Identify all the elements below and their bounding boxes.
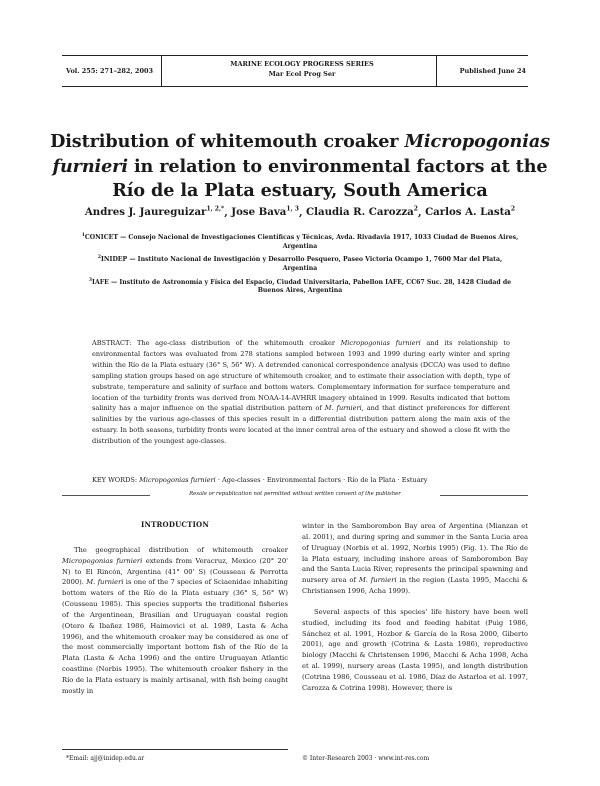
- footnote-email: *Email: ajj@inidep.edu.ar: [62, 749, 288, 762]
- section-heading: INTRODUCTION: [141, 520, 209, 529]
- paragraph: Several aspects of this species' life history have been well studied, including its food and feeding habitat (Puig 1986, Sánchez et al. 1991, Hozbor & García de la Rosa 2000, Giberto 2001), age and growth (Cotrina & Lasta 1986), reproductive biology (Macchi & Christensen 1996, Macchi & Acha 1998, Acha et al. 1999), nursery areas (Lasta 1995), and length distribution (Cotrina 1986, Cousseau et al. 1986, Díaz de Astarloa et al. 1997, Carozza & Cotrina 1998). However, there is: [302, 607, 528, 692]
- affiliations: [80, 232, 520, 299]
- affiliation: $^3$IAFE — Instituto de Astronomía y Física del Espacio, Ciudad Universitaria, Pabellon IAFE, CC67 Suc. 28, 1428 Ciudad de Buenos Aires, Argentina: [88, 277, 512, 295]
- affiliation: $^1$CONICET — Consejo Nacional de Investigaciones Científicas y Técnicas, Avda. Rivadavia 1917, 1033 Ciudad de Buenos Aires, Argentina: [81, 233, 519, 250]
- paragraph: winter in the Samborombon Bay area of Argentina (Mianzan et al. 2001), and during spring and summer in the Santa Lucia area of Uruguay (Norbis et al. 1992, Norbis 1995) (Fig. 1). The Río de la Plata estuary, including inshore areas of Samborombon Bay and the Santa Lucia River, represents the principal spawning and nursery area of M. furnieri in the region (Lasta 1995, Macchi & Christiansen 1996, Acha 1999).: [302, 522, 528, 596]
- journal-name-abbrev: Mar Ecol Prog Ser: [268, 70, 336, 78]
- paper-title: Distribution of whitemouth croaker Micropogonias furnieri in relation to environmental factors at the Río de la Plata estuary, South America: [50, 131, 550, 201]
- author: Jose Bava$^{1, 3}$: [231, 206, 299, 219]
- author: Claudia R. Carozza$^2$: [306, 206, 418, 219]
- author: Andres J. Jaureguizar$^{1, 2,*}$: [84, 206, 225, 219]
- title-species: Micropogonias furnieri: [52, 131, 550, 177]
- author: Carlos A. Lasta$^2$: [425, 206, 516, 219]
- journal-name-full: MARINE ECOLOGY PROGRESS SERIES: [230, 60, 374, 68]
- resale-notice: Resale or republication not permitted without written consent of the publisher: [62, 491, 528, 501]
- affiliation: $^2$INIDEP — Instituto Nacional de Investigación y Desarrollo Pesquero, Paseo Victoria Ocampo 1, 7600 Mar del Plata, Argentina: [97, 255, 503, 272]
- abstract: ABSTRACT: The age-class distribution of the whitemouth croaker Micropogonias furnieri and its relationship to environmental factors was evaluated from 278 stations sampled between 1993 and 1999 during early winter and spring within the Río de la Plata estuary (36° S, 56° W). A detrended canonical correspondence analysis (DCCA) was used to define sampling station groups based on age structure of whitemouth croaker, and to estimate their association with depth, type of substrate, temperature and salinity of surface and bottom waters. Complementary information for surface temperature and location of the turbidity fronts was derived from NOAA-14-AVHRR imagery obtained in 1999. Results indicated that bottom salinity has a major influence on the spatial distribution pattern of M. furnieri, and that distinct preferences for different salinities by the various age-classes of this species result in a differential distribution pattern along the main axis of the estuary. In both seasons, turbidity fronts were located at the inner central area of the estuary and showed a close fit with the distribution of the youngest age-classes.: [92, 339, 511, 446]
- journal-header: [62, 55, 528, 87]
- journal-name: [212, 59, 392, 79]
- volume-info: Vol. 255: 271–282, 2003: [62, 56, 162, 86]
- keywords: KEY WORDS: Micropogonias furnieri · Age-classes · Environmental factors · Río de la Plata · Estuary: [92, 476, 428, 484]
- copyright: © Inter-Research 2003 · www.int-res.com: [302, 755, 430, 762]
- divider: [440, 495, 528, 496]
- left-column: [62, 520, 288, 697]
- right-column: [302, 521, 528, 694]
- author-list: Andres J. Jaureguizar$^{1, 2,*}$, Jose Bava$^{1, 3}$, Claudia R. Carozza$^2$, Carlos A. Lasta$^2$: [84, 206, 516, 219]
- paragraph: The geographical distribution of whitemouth croaker Micropogonias furnieri extends from Veracruz, Mexico (20° 20' N) to El Rincón, Argentina (41° 00' S) (Cousseau & Perrotta 2000). M. furnieri is one of the 7 species of Sciaenidae inhabiting bottom waters of the Río de la Plata estuary (36° S, 56° W) (Cousseau 1985). This species supports the traditional fisheries of the Argentinean, Brasilian and Uruguayan coastal region (Otero & Ibañez 1986, Haimovici et al. 1989, Lasta & Acha 1996), and the whitemouth croaker may be considered as one of the most commercially important bottom fish of the Río de la Plata (Lasta & Acha 1996) and the entire Uruguayan Atlantic coastline (Norbis 1995). The whitemouth croaker fishery in the Río de la Plata estuary is mainly artisanal, with fish being caught mostly in: [62, 545, 288, 695]
- publish-date: Published June 24: [436, 56, 528, 86]
